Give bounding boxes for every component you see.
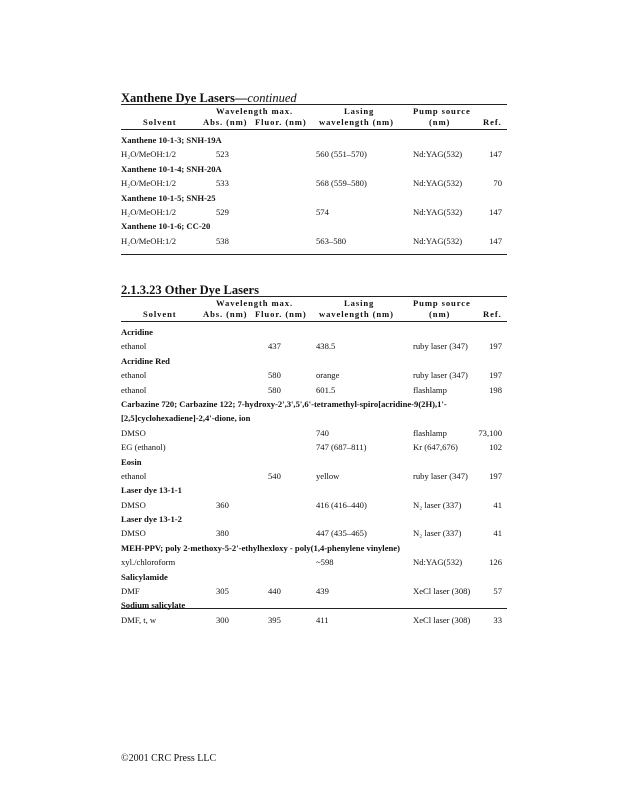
header-wavelength-max: Wavelength max. xyxy=(216,106,293,116)
dye-name-row: Salicylamide xyxy=(121,571,168,582)
pump-source-cell: N₂ laser (337) xyxy=(413,499,462,510)
dye-name-row: Laser dye 13-1-1 xyxy=(121,485,182,496)
table-row xyxy=(121,613,507,627)
table-row xyxy=(121,368,507,382)
solvent-cell: DMF xyxy=(121,586,140,597)
dye-name-row: Carbazine 720; Carbazine 122; 7-hydroxy-2',3',5',6'-tetramethyl-spiro[acridine-9(2H),1'-[2,5]cyclohexadiene]-2,4'-dione, ion xyxy=(121,398,447,424)
table-row xyxy=(121,205,507,219)
copyright-footer: ©2001 CRC Press LLC xyxy=(121,753,217,764)
ref-cell: 70 xyxy=(493,178,502,189)
dye-name-row: Laser dye 13-1-2 xyxy=(121,514,182,525)
abs-cell: 380 xyxy=(216,528,229,539)
ref-cell: 197 xyxy=(489,370,502,381)
header-ref: Ref. xyxy=(483,117,502,127)
header-fluor: Fluor. (nm) xyxy=(255,309,307,319)
table-body xyxy=(121,133,507,248)
header-solvent: Solvent xyxy=(143,117,177,127)
ref-cell: 197 xyxy=(489,341,502,352)
fluor-cell: 440 xyxy=(268,586,281,597)
lasing-cell: 438.5 xyxy=(316,341,336,352)
pump-source-cell: flashlamp xyxy=(413,384,447,395)
lasing-cell: ~598 xyxy=(316,557,334,568)
fluor-cell: 395 xyxy=(268,614,281,625)
table-body xyxy=(121,325,507,627)
table-row xyxy=(121,383,507,397)
table-row xyxy=(121,426,507,440)
ref-cell: 41 xyxy=(493,499,502,510)
dye-name-row: Xanthene 10-1-3; SNH-19A xyxy=(121,135,222,145)
table-row xyxy=(121,526,507,540)
abs-cell: 533 xyxy=(216,178,229,189)
section-title: 2.1.3.23 Other Dye Lasers xyxy=(121,283,259,297)
header-wavelength-max: Wavelength max. xyxy=(216,298,293,308)
lasing-cell: 740 xyxy=(316,427,329,438)
ref-cell: 102 xyxy=(489,442,502,453)
ref-cell: 41 xyxy=(493,528,502,539)
header-pump-nm: (nm) xyxy=(429,117,451,127)
header-pump-source: Pump source xyxy=(413,298,471,308)
pump-source-cell: Nd:YAG(532) xyxy=(413,235,463,246)
pump-source-cell: ruby laser (347) xyxy=(413,370,468,381)
dye-name-row: Xanthene 10-1-4; SNH-20A xyxy=(121,163,222,174)
header-rule xyxy=(121,129,507,130)
fluor-cell: 540 xyxy=(268,470,281,481)
section-title xyxy=(121,91,507,105)
dye-name-row: Acridine Red xyxy=(121,355,170,366)
top-rule xyxy=(121,104,507,105)
header-pump-nm: (nm) xyxy=(429,309,451,319)
dye-name-row: MEH-PPV; poly 2-methoxy-5-2'-ethylhexloxy - poly(1,4-phenylene vinylene) xyxy=(121,542,400,553)
solvent-cell: EG (ethanol) xyxy=(121,442,166,453)
lasing-cell: yellow xyxy=(316,470,340,481)
header-lasing: Lasing xyxy=(344,298,375,308)
solvent-cell: ethanol xyxy=(121,470,147,481)
solvent-cell: DMSO xyxy=(121,528,146,539)
lasing-cell: 416 (416–440) xyxy=(316,499,367,510)
pump-source-cell: ruby laser (347) xyxy=(413,470,468,481)
pump-source-cell: Kr (647,676) xyxy=(413,442,458,453)
ref-cell: 126 xyxy=(489,557,502,568)
pump-source-cell: XeCl laser (308) xyxy=(413,586,471,597)
lasing-cell: 563–580 xyxy=(316,235,347,246)
section-title-main: Xanthene Dye Lasers— xyxy=(121,91,248,105)
lasing-cell: 439 xyxy=(316,586,329,597)
dye-name-row: Xanthene 10-1-6; CC-20 xyxy=(121,221,211,232)
solvent-cell: DMF, t, w xyxy=(121,614,157,625)
pump-source-cell: Nd:YAG(532) xyxy=(413,557,463,568)
pump-source-cell: flashlamp xyxy=(413,427,447,438)
solvent-cell: H₂O/MeOH:1/2 xyxy=(121,178,177,189)
header-lasing-wavelength: wavelength (nm) xyxy=(319,309,394,319)
ref-cell: 33 xyxy=(493,614,502,625)
header-abs: Abs. (nm) xyxy=(203,309,248,319)
table-row xyxy=(121,234,507,248)
other-dye-section xyxy=(121,283,507,625)
ref-cell: 147 xyxy=(489,235,502,246)
abs-cell: 305 xyxy=(216,586,229,597)
header-lasing: Lasing xyxy=(344,106,375,116)
ref-cell: 198 xyxy=(489,384,502,395)
pump-source-cell: XeCl laser (308) xyxy=(413,614,471,625)
table-row xyxy=(121,555,507,569)
lasing-cell: 447 (435–465) xyxy=(316,528,367,539)
lasing-cell: 411 xyxy=(316,614,329,625)
header-ref: Ref. xyxy=(483,309,502,319)
ref-cell: 147 xyxy=(489,149,502,160)
lasing-cell: 560 (551–570) xyxy=(316,149,367,160)
header-lasing-wavelength: wavelength (nm) xyxy=(319,117,394,127)
lasing-cell: 747 (687–811) xyxy=(316,442,367,453)
fluor-cell: 580 xyxy=(268,384,281,395)
header-solvent: Solvent xyxy=(143,309,177,319)
lasing-cell: 574 xyxy=(316,206,329,217)
solvent-cell: H₂O/MeOH:1/2 xyxy=(121,149,177,160)
abs-cell: 529 xyxy=(216,206,229,217)
ref-cell: 57 xyxy=(493,586,502,597)
header-pump-source: Pump source xyxy=(413,106,471,116)
abs-cell: 360 xyxy=(216,499,229,510)
pump-source-cell: ruby laser (347) xyxy=(413,341,468,352)
ref-cell: 147 xyxy=(489,206,502,217)
table-row xyxy=(121,584,507,598)
header-abs: Abs. (nm) xyxy=(203,117,248,127)
table-row xyxy=(121,440,507,454)
ref-cell: 73,100 xyxy=(478,427,502,438)
table-row xyxy=(121,498,507,512)
dye-name-row: Sodium salicylate xyxy=(121,600,186,611)
pump-source-cell: Nd:YAG(532) xyxy=(413,178,463,189)
lasing-cell: 568 (559–580) xyxy=(316,178,367,189)
fluor-cell: 580 xyxy=(268,370,281,381)
abs-cell: 300 xyxy=(216,614,229,625)
solvent-cell: ethanol xyxy=(121,341,147,352)
lasing-cell: 601.5 xyxy=(316,384,336,395)
ref-cell: 197 xyxy=(489,470,502,481)
pump-source-cell: Nd:YAG(532) xyxy=(413,206,463,217)
fluor-cell: 437 xyxy=(268,341,281,352)
lasing-cell: orange xyxy=(316,370,340,381)
table-row xyxy=(121,176,507,190)
dye-name-row: Xanthene 10-1-5; SNH-25 xyxy=(121,192,216,203)
pump-source-cell: N₂ laser (337) xyxy=(413,528,462,539)
header-fluor: Fluor. (nm) xyxy=(255,117,307,127)
bottom-rule xyxy=(121,254,507,255)
table-row xyxy=(121,147,507,161)
dye-name-row: Eosin xyxy=(121,456,142,467)
abs-cell: 538 xyxy=(216,235,229,246)
solvent-cell: xyl./chloroform xyxy=(121,557,176,568)
solvent-cell: DMSO xyxy=(121,427,146,438)
abs-cell: 523 xyxy=(216,149,229,160)
dye-name-row: Acridine xyxy=(121,327,153,337)
table-row xyxy=(121,469,507,483)
solvent-cell: ethanol xyxy=(121,384,147,395)
header-rule xyxy=(121,321,507,322)
solvent-cell: DMSO xyxy=(121,499,146,510)
solvent-cell: H₂O/MeOH:1/2 xyxy=(121,235,177,246)
solvent-cell: H₂O/MeOH:1/2 xyxy=(121,206,177,217)
section-title-continued: continued xyxy=(247,91,297,105)
table-row xyxy=(121,339,507,353)
bottom-rule xyxy=(121,608,507,609)
solvent-cell: ethanol xyxy=(121,370,147,381)
pump-source-cell: Nd:YAG(532) xyxy=(413,149,463,160)
xanthene-section xyxy=(121,91,507,261)
top-rule xyxy=(121,296,507,297)
